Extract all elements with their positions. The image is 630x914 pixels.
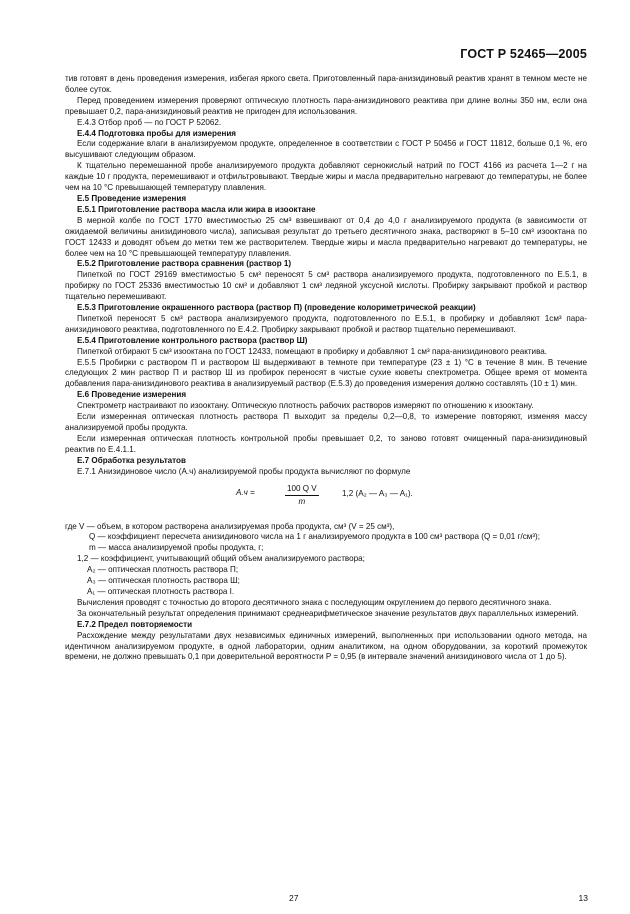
document-header: ГОСТ Р 52465—2005 — [460, 47, 587, 61]
formula-numerator: 100 Q V — [285, 484, 319, 497]
section-heading: Е.6 Проведение измерения — [77, 390, 187, 400]
formula-fraction — [285, 484, 319, 509]
definition-line: где V — объем, в котором растворена анализируемая проба продукта, см³ (V = 25 см³), — [65, 521, 395, 531]
anisidine-formula — [65, 484, 587, 516]
paragraph: Если измеренная оптическая плотность контрольной пробы превышает 0,2, то заново готовят очищенный пара-анизидиновый реактив по Е.4.1.1. — [65, 433, 587, 454]
section-heading: Е.5.1 Приготовление раствора масла или жира в изооктане — [77, 204, 316, 214]
definition-line: A₂ — оптическая плотность раствора П; — [87, 565, 239, 575]
definition-line: Q — коэффициент пересчета анизидинового числа на 1 г анализируемого продукта в 100 см³ раствора (Q = 0,01 г/см³); — [89, 532, 540, 542]
page-number-right: 13 — [578, 893, 588, 903]
definition-line: A₃ — оптическая плотность раствора Ш; — [87, 576, 240, 586]
section-heading: Е.7.2 Предел повторяемости — [77, 619, 193, 629]
section-heading: Е.5.3 Приготовление окрашенного раствора (раствор П) (проведение колориметрической реакции) — [77, 303, 476, 313]
formula-rest: 1,2 (A₂ — A₃ — A₁). — [342, 488, 413, 498]
paragraph: Если измеренная оптическая плотность раствора П выходит за пределы 0,2—0,8, то измерение повторяют, изменяя массу анализируемой пробы продукта. — [65, 412, 587, 432]
paragraph: Расхождение между результатами двух независимых единичных измерений, выполненных при использовании одного метода, на идентичном анализируемом продукте, в одной лаборатории, одним аналитиком, на одном оборудовании, за короткий промежуток времени, не должно превышать 0,1 при доверительной вероятности P = 0,95 (в интервале значений анизидинового числа от 1 до 5). — [65, 630, 587, 662]
paragraph: Пипеткой отбирают 5 см³ изооктана по ГОСТ 12433, помещают в пробирку и добавляют 1 см³ пара-анизидинового реактива. — [77, 346, 548, 356]
page-body — [65, 74, 587, 663]
formula-lhs: А.ч = — [236, 487, 255, 497]
section-heading: Е.4.4 Подготовка пробы для измерения — [77, 128, 237, 138]
paragraph: Пипеткой переносят 5 см³ раствора анализируемого продукта, подготовленного по Е.5.1, в пробирку и добавляют 1см³ пара-анизидинового реактива, подготовленного по Е.4.2. Пробирку закрывают пробкой и раствор тщательно перемешивают. — [65, 313, 587, 334]
paragraph: За окончательный результат определения принимают среднеарифметическое значение результатов двух параллельных измерений. — [77, 608, 579, 618]
paragraph: Е.7.1 Анизидиновое число (А.ч) анализируемой пробы продукта вычисляют по формуле — [77, 466, 411, 476]
paragraph: Если содержание влаги в анализируемом продукте, определенное в соответствии с ГОСТ Р 50456 и ГОСТ 11812, больше 0,1 %, его высушивают следующим образом. — [65, 139, 587, 160]
paragraph: Пипеткой по ГОСТ 29169 вместимостью 5 см³ переносят 5 см³ раствора анализируемого продукта, подготовленного по Е.5.1, в пробирку по ГОСТ 25336 вместимостью 10 см³ и добавляют 1 см³ ледяной уксусной кислоты. Пробирку закрывают пробкой и раствор тщательно перемешивают. — [65, 270, 587, 302]
page-number-center: 27 — [289, 893, 299, 903]
paragraph: Е.4.3 Отбор проб — по ГОСТ Р 52062. — [77, 117, 222, 127]
paragraph: тив готовят в день проведения измерения, избегая яркого света. Приготовленный пара-анизидиновый реактив хранят в темном месте не более суток. — [65, 74, 587, 94]
section-heading: Е.5 Проведение измерения — [77, 193, 187, 203]
paragraph: Вычисления проводят с точностью до второго десятичного знака с последующим округлением до первого десятичного знака. — [77, 597, 552, 607]
formula-denominator: m — [298, 497, 306, 507]
definition-line: 1,2 — коэффициент, учитывающий общий объем анализируемого раствора; — [77, 554, 365, 564]
paragraph: Е.5.5 Пробирки с раствором П и раствором Ш выдерживают в темноте при температуре (23 ± 1) °С в течение 8 мин. В течение следующих 2 мин раствор П и раствор Ш из пробирок переносят в чистые сухие кюветы спектрометра. Общее время от момента добавления пара-анизидинового реактива в анализируемый раствор (Е.5.3) до проведения измерения должно составлять (10 ± 1) мин. — [65, 357, 587, 389]
section-heading: Е.5.4 Приготовление контрольного раствора (раствор Ш) — [77, 335, 308, 345]
paragraph: Перед проведением измерения проверяют оптическую плотность пара-анизидинового реактива при длине волны 350 нм, если она превышает 0,2, пара-анизидиновый реактив не пригоден для использования. — [65, 95, 587, 116]
definition-line: m — масса анализируемой пробы продукта, г; — [89, 543, 264, 553]
paragraph: К тщательно перемешанной пробе анализируемого продукта добавляют сернокислый натрий по ГОСТ 4166 из расчета 1—2 г на каждые 10 г продукта, перемешивают и отфильтровывают. Твердые жиры и масла предварительно нагревают до температуры, не более чем на 10 °С превышающей температуру плавления. — [65, 161, 587, 193]
section-heading: Е.5.2 Приготовление раствора сравнения (раствор 1) — [77, 259, 292, 269]
paragraph: В мерной колбе по ГОСТ 1770 вместимостью 25 см³ взвешивают от 0,4 до 4,0 г анализируемого продукта (в зависимости от ожидаемой величины анизидинового числа), записывая результат до третьего десятичного знака, растворяют в 5–10 см³ изооктана по ГОСТ 12433 и доводят объем до метки тем же растворителем. Твердые жиры и масла предварительно нагревают до температуры, не более чем на 10 °С превышающей температуру плавления. — [65, 215, 587, 258]
paragraph: Спектрометр настраивают по изооктану. Оптическую плотность рабочих растворов измеряют по отношению к изооктану. — [77, 401, 534, 411]
definition-line: A₁ — оптическая плотность раствора I. — [87, 586, 235, 596]
section-heading: Е.7 Обработка результатов — [77, 455, 186, 465]
